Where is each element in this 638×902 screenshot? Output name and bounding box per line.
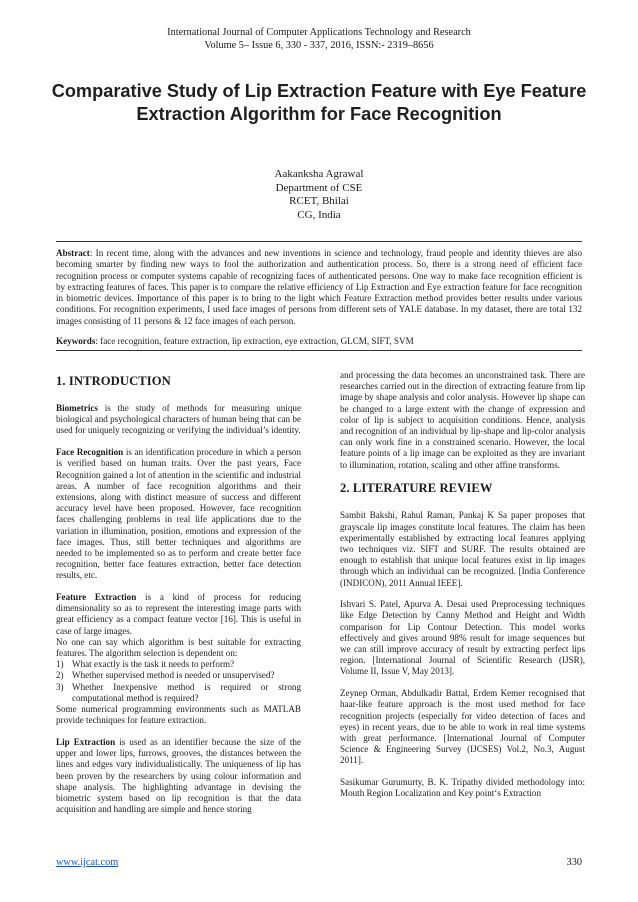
keywords [56, 336, 582, 347]
paragraph-algorithm-selection: No one can say which algorithm is best suitable for extracting features. The algorithm selection is dependent on: [56, 636, 301, 659]
paragraph-lip-extraction [56, 737, 301, 815]
paragraph-text: is a kind of process for reducing dimensionality so as to represent the interesting image parts with great efficiency as a compact feature vector [16]. This is useful in case of large images. [56, 592, 301, 636]
list-text: What exactly is the task it needs to perform? [72, 659, 235, 670]
paragraph-biometrics [56, 403, 301, 437]
term-lip-extraction: Lip Extraction [56, 736, 116, 747]
paragraph-review-bakshi: Sambit Bakshi, Rahul Raman, Pankaj K Sa paper proposes that grayscale lip images constitute local features. The claim has been experimentally established by extracting local features applying two techniques viz. SIFT and SURF. The results obtained are enough to establish that unique local features exist in lip images through which an individual can be recognized. [India Conference (INDICON), 2011 Annual IEEE]. [340, 510, 585, 588]
term-feature-extraction: Feature Extraction [56, 592, 137, 603]
author-name: Aakanksha Agrawal [274, 168, 364, 180]
left-column [56, 368, 301, 826]
paragraph-matlab: Some numerical programming environments such as MATLAB provide techniques for feature extraction. [56, 704, 301, 726]
paragraph-review-patel: Ishvari S. Patel, Apurva A. Desai used Preprocessing techniques like Edge Detection by Canny Method and Height and Width comparison for Lip Contour Detection. This model works effectively and gives around 98% result for image sequences but we can still improve accuracy of result by extracting perfect lips region. [International Journal of Scientific Research (IJSR), Volume II, Issue V, May 2013]. [340, 599, 585, 677]
paragraph-lip-continued: and processing the data becomes an unconstrained task. There are researches carried out in the direction of extracting feature from lip image by shape analysis and color analysis. However lip shape can be changed to a large extent with the change of expression and color of lip is subject to acquisition conditions. Hence, analysis and recognition of an individual by lip-shape and lip-color analysis can only work fine in a constrained scenario. However, the local feature points of a lip image can be exploited as they are invariant to illumination, rotation, scaling and other affine transforms. [340, 370, 585, 470]
list-item [56, 670, 301, 681]
journal-header [0, 27, 638, 52]
author-department: Department of CSE [275, 181, 363, 194]
keywords-text: : face recognition, feature extraction, lip extraction, eye extraction, GLCM, SIFT, SVM [95, 336, 414, 346]
keywords-bottom-rule [56, 350, 582, 351]
term-biometrics: Biometrics [56, 403, 98, 413]
author-location: CG, India [297, 208, 341, 221]
abstract-text: : In recent time, along with the advances and new inventions in science and technology, fraud people and identity thieves are also becoming smarter by finding new ways to fool the authorization and authentication process. So, there is a strong need of efficient face recognition process or computer systems capable of recognizing faces of authenticated persons. One way to make face recognition efficient is by extracting features of faces. This paper is to compare the relative efficiency of Lip Extraction and Eye extraction feature for face recognition in biometric devices. Importance of this paper is to bring to the light which Feature Extraction method provides better results under various conditions. For recognition experiments, I used face images of persons from different sets of YALE database. In my dataset, there are total 132 images consisting of 11 persons & 12 face images of each person. [56, 248, 582, 326]
right-column [340, 370, 585, 800]
journal-name: International Journal of Computer Applications Technology and Research [167, 27, 471, 38]
list-number: 2) [56, 670, 64, 681]
journal-website-link[interactable]: www.ijcat.com [56, 857, 119, 868]
abstract-top-rule [56, 241, 582, 242]
paragraph-face-recognition [56, 447, 301, 581]
section-heading-introduction: 1. INTRODUCTION [56, 374, 171, 388]
paper-title: Comparative Study of Lip Extraction Feature with Eye Feature Extraction Algorithm for Face Recognition [51, 81, 587, 124]
list-number: 1) [56, 659, 64, 670]
section-heading-literature-review: 2. LITERATURE REVIEW [340, 481, 493, 496]
page-number: 330 [566, 857, 582, 868]
paragraph-review-gurumurty: Sasikumar Gurumurty, B. K. Tripathy divided methodology into: Mouth Region Localization and Key point‘s Extraction [340, 777, 585, 799]
list-text: Whether Inexpensive method is required or strong computational method is required? [72, 681, 301, 703]
abstract-label: Abstract [56, 248, 90, 258]
paragraph-review-orman: Zeynep Orman, Abdulkadir Battal, Erdem Kemer recognised that haar-like feature approach is the most used method for face recognition projects (especially for video detection of faces and eyes) in recent years, due to be able to work in real time systems with great performance. [International Journal of Computer Science & Engineering Survey (IJCSES) Vol.2, No.3, August 2011]. [340, 688, 585, 766]
paragraph-text: is the study of methods for measuring unique biological and psychological characters of human being that can be used for uniquely recognizing or verifying the individual’s identity. [56, 403, 301, 436]
list-number: 3) [56, 681, 64, 692]
author-organization: RCET, Bhilai [289, 195, 349, 207]
author-block [0, 168, 638, 222]
selection-criteria-list [56, 659, 301, 704]
list-item [56, 659, 301, 670]
term-face-recognition: Face Recognition [56, 447, 124, 458]
paragraph-text: is an identification procedure in which a person is verified based on human traits. Over the past years, Face Recognition gained a lot of attention in the scientific and industrial areas. A number of face recognition algorithms and their extensions, along with distinct measure of success and different accuracy level have been proposed. However, face recognition faces challenging problems in real life applications due to the variation in illumination, position, emotions and expression of the face images. Thus, still better techniques and algorithms are needed to be implemented so as to perform and create better face recognition, better face features extraction, better face detection results, etc. [56, 447, 301, 581]
journal-volume: Volume 5– Issue 6, 330 - 337, 2016, ISSN:- 2319–8656 [204, 39, 434, 51]
paragraph-text: is used as an identifier because the size of the upper and lower lips, furrows, grooves, the distances between the lines and edges vary individualistically. The uniqueness of lip has been proven by the researchers by using colour information and shape analysis. The highlighting advantage in devising the biometric system based on lip recognition is that the data acquisition and handling are simple and hence storing [56, 736, 302, 815]
abstract [56, 248, 582, 327]
paragraph-feature-extraction [56, 592, 301, 637]
list-item [56, 682, 301, 704]
keywords-label: Keywords [56, 336, 96, 346]
list-text: Whether supervised method is needed or unsupervised? [72, 670, 275, 681]
